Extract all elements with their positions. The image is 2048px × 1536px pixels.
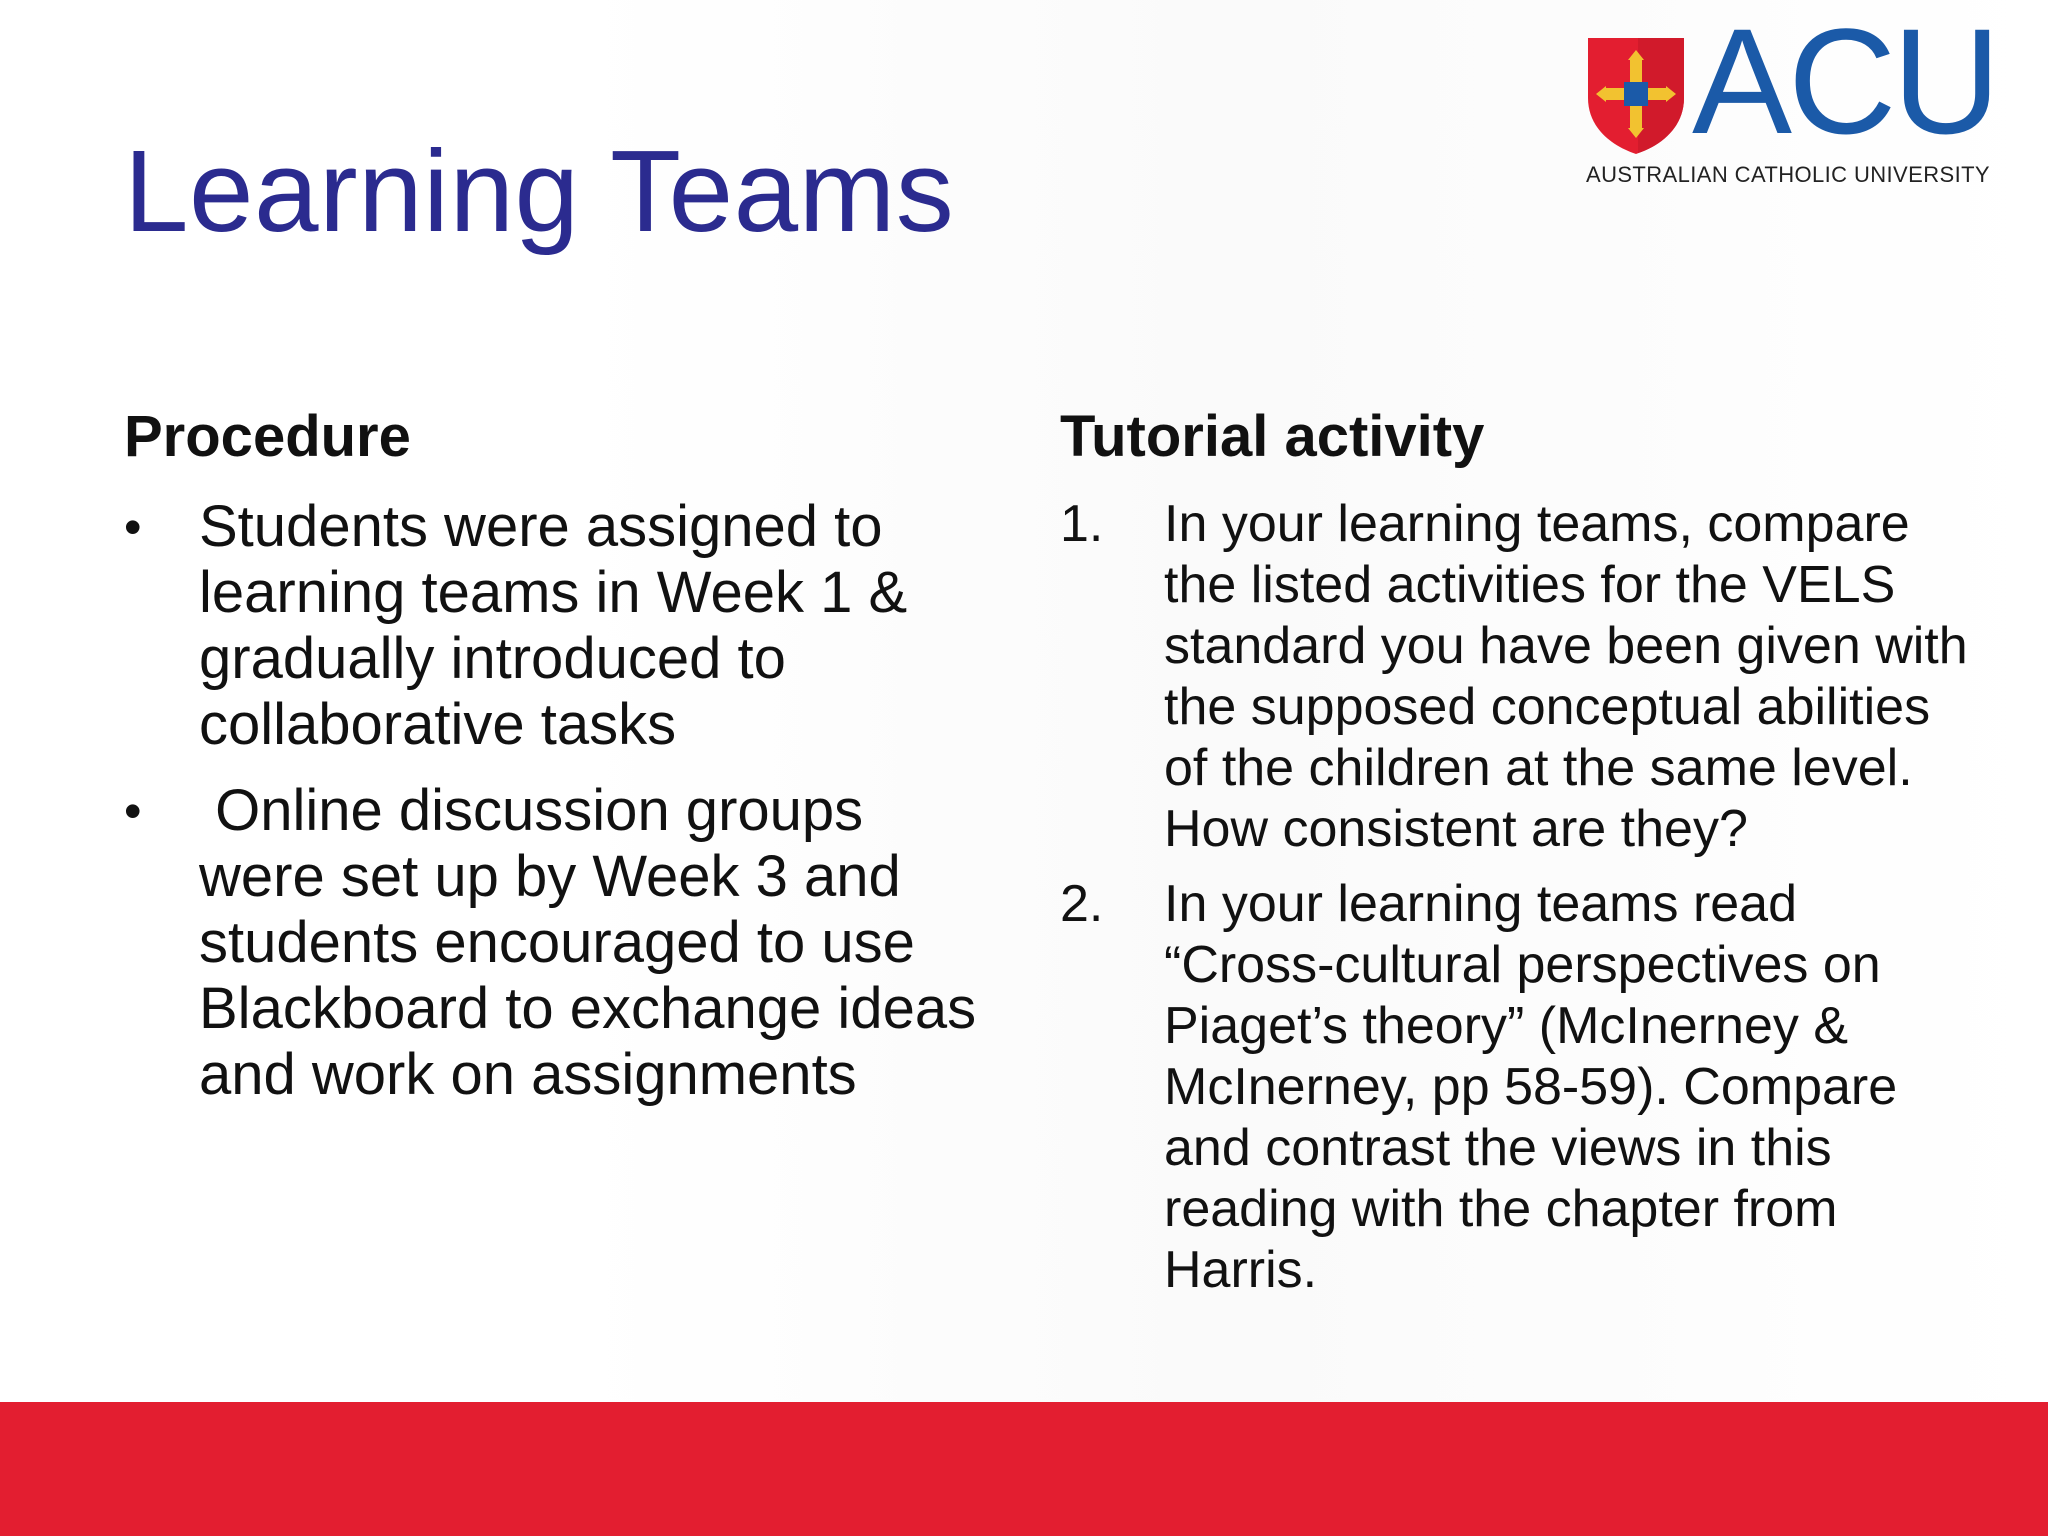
activity-item xyxy=(1060,494,1980,860)
tutorial-activity-heading: Tutorial activity xyxy=(1060,404,1485,469)
procedure-list xyxy=(124,493,993,1108)
activity-number: 1. xyxy=(1060,494,1104,553)
procedure-item-text: Students were assigned to learning teams in Week 1 & gradually introduced to collaborative tasks xyxy=(199,493,908,757)
activity-item-text: In your learning teams read “Cross-cultural perspectives on Piaget’s theory” (McInerney & McInerney, pp 58-59). Compare and contrast the views in this reading with the chapter from Harris. xyxy=(1164,874,1898,1299)
shield-icon xyxy=(1586,36,1686,156)
tutorial-activity-column xyxy=(1060,402,1980,1315)
procedure-heading: Procedure xyxy=(124,404,411,469)
procedure-item xyxy=(124,777,993,1108)
footer-bar xyxy=(0,1402,2048,1536)
bullet-icon: • xyxy=(124,498,142,555)
tutorial-activity-list xyxy=(1060,494,1980,1301)
procedure-column xyxy=(124,402,993,1128)
procedure-item xyxy=(124,494,984,758)
activity-item-text: In your learning teams, compare the listed activities for the VELS standard you have been given with the supposed conceptual abilities of the children at the same level. How consistent are they? xyxy=(1164,494,1968,858)
logo-subtitle: AUSTRALIAN CATHOLIC UNIVERSITY xyxy=(1586,162,1990,187)
acu-logo xyxy=(1580,0,2010,198)
slide-title: Learning Teams xyxy=(124,126,955,256)
bullet-icon: • xyxy=(124,782,142,839)
activity-item xyxy=(1060,874,1980,1301)
activity-number: 2. xyxy=(1060,874,1104,933)
procedure-item-text: Online discussion groups were set up by Week 3 and students encouraged to use Blackboard to exchange ideas and work on assignments xyxy=(199,777,993,1107)
logo-wordmark: ACU xyxy=(1692,0,1997,165)
